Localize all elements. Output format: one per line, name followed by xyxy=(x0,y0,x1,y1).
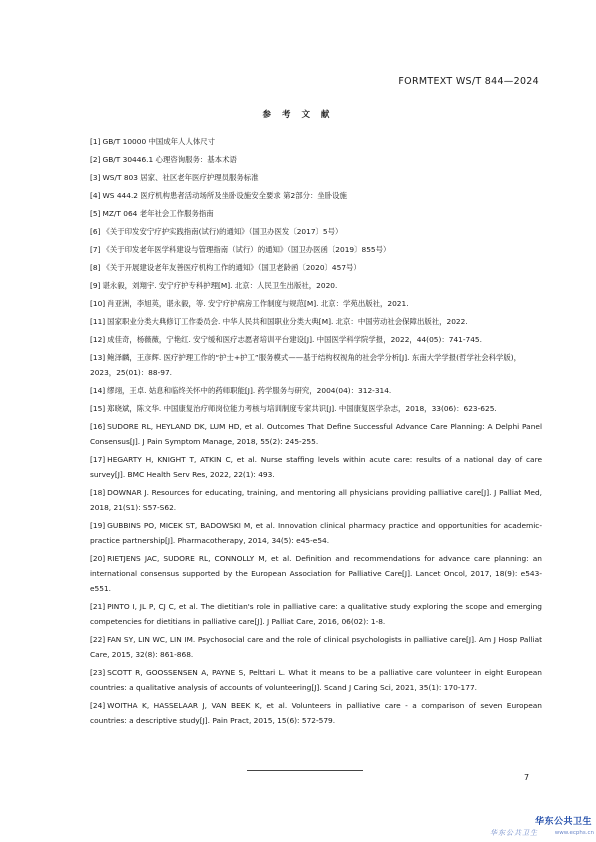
reference-number: [8] xyxy=(90,263,101,272)
reference-text: DOWNAR J. Resources for educating, training, and mentoring all physicians providing palliative care[J]. J Palliat Med, 2018, 21(S1): S57-S62. xyxy=(90,488,542,512)
reference-item xyxy=(90,632,542,662)
reference-item xyxy=(90,332,542,347)
reference-item xyxy=(90,665,542,695)
reference-text: HEGARTY H, KNIGHT T, ATKIN C, et al. Nurse staffing levels within acute care: results of a national day of care survey[J]. BMC Health Serv Res, 2022, 22(1): 493. xyxy=(90,455,542,479)
reference-number: [21] xyxy=(90,602,106,611)
reference-number: [2] xyxy=(90,155,101,164)
reference-item xyxy=(90,296,542,311)
reference-text: GB/T 30446.1 心理咨询服务：基本术语 xyxy=(102,155,237,164)
reference-number: [18] xyxy=(90,488,106,497)
reference-text: MZ/T 064 老年社会工作服务指南 xyxy=(102,209,214,218)
reference-item xyxy=(90,350,542,380)
reference-list xyxy=(90,134,542,731)
footer-rule xyxy=(247,770,363,771)
section-title: 参 考 文 献 xyxy=(262,110,334,120)
reference-text: GUBBINS PO, MICEK ST, BADOWSKI M, et al. Innovation clinical pharmacy practice and opportunities for academic-practice partnership[J]. Pharmacotherapy, 2014, 34(5): e45-e54. xyxy=(90,521,542,545)
reference-number: [24] xyxy=(90,701,106,710)
reference-item xyxy=(90,188,542,203)
reference-number: [15] xyxy=(90,404,106,413)
reference-item xyxy=(90,260,542,275)
reference-number: [16] xyxy=(90,422,106,431)
reference-item xyxy=(90,152,542,167)
reference-number: [10] xyxy=(90,299,106,308)
reference-text: 《关于印发安宁疗护实践指南(试行)的通知》（国卫办医发〔2017〕5号） xyxy=(102,227,343,236)
reference-item xyxy=(90,383,542,398)
reference-number: [22] xyxy=(90,635,106,644)
reference-number: [7] xyxy=(90,245,101,254)
reference-number: [3] xyxy=(90,173,101,182)
reference-item xyxy=(90,599,542,629)
reference-text: 鲍泽麟，王彦辉. 医疗护理工作的“护士+护工”服务模式——基于结构权视角的社会学分析[J]. 东南大学学报(哲学社会科学版)，2023，25(01)：88-97. xyxy=(90,353,522,377)
reference-item xyxy=(90,278,542,293)
reference-number: [12] xyxy=(90,335,106,344)
page-number: 7 xyxy=(524,773,530,782)
reference-text: WS/T 803 居家、社区老年医疗护理员服务标准 xyxy=(102,173,259,182)
reference-text: 《关于开展建设老年友善医疗机构工作的通知》（国卫老龄函〔2020〕457号） xyxy=(102,263,361,272)
reference-number: [14] xyxy=(90,386,106,395)
reference-number: [19] xyxy=(90,521,106,530)
reference-item xyxy=(90,518,542,548)
reference-text: PINTO I, JL P, CJ C, et al. The dietitian's role in palliative care: a qualitative study exploring the scope and emerging competencies for dietitians in palliative care[J]. J Palliat Care, 2016, 06(02): 1-8. xyxy=(90,602,542,626)
reference-text: WOITHA K, HASSELAAR J, VAN BEEK K, et al. Volunteers in palliative care - a comparison of seven European countries: a descriptive study[J]. Pain Pract, 2015, 15(6): 572-579. xyxy=(90,701,542,725)
watermark-logo xyxy=(490,814,596,842)
reference-number: [13] xyxy=(90,353,106,362)
reference-text: 郑晓斌，陈文华. 中国康复治疗师岗位能力考核与培训制度专家共识[J]. 中国康复医学杂志，2018，33(06)：623-625. xyxy=(107,404,497,413)
reference-text: 缪翊，王卓. 姑息和临终关怀中的药师职能[J]. 药学服务与研究，2004(04)：312-314. xyxy=(107,386,392,395)
reference-number: [20] xyxy=(90,554,106,563)
reference-item xyxy=(90,698,542,728)
reference-item xyxy=(90,242,542,257)
reference-number: [1] xyxy=(90,137,101,146)
watermark-url: www.ecphs.cn xyxy=(554,830,594,836)
reference-text: SCOTT R, GOOSSENSEN A, PAYNE S, Pelttari L. What it means to be a palliative care volunteer in eight European countries: a qualitative analysis of accounts of volunteering[J]. Scand J Caring Sci, 2021, 35(1): 170-177. xyxy=(90,668,542,692)
reference-text: 肖亚洲，李旭英，谌永毅，等. 安宁疗护病房工作制度与规范[M]. 北京：学苑出版社，2021. xyxy=(107,299,409,308)
reference-number: [4] xyxy=(90,191,101,200)
reference-number: [23] xyxy=(90,668,106,677)
reference-item xyxy=(90,401,542,416)
standard-code: FORMTEXT WS/T 844—2024 xyxy=(398,76,539,87)
reference-text: FAN SY, LIN WC, LIN IM. Psychosocial care and the role of clinical psychologists in palliative care[J]. Am J Hosp Palliat Care, 2015, 32(8): 861-868. xyxy=(90,635,542,659)
reference-text: 成佳奇，杨薇薇，宁艳红. 安宁缓和医疗志愿者培训平台建设[J]. 中国医学科学院学报，2022，44(05)：741-745. xyxy=(107,335,482,344)
reference-item xyxy=(90,419,542,449)
reference-number: [6] xyxy=(90,227,101,236)
reference-text: 《关于印发老年医学科建设与管理指南（试行）的通知》（国卫办医函〔2019〕855号） xyxy=(102,245,391,254)
reference-text: RIETJENS JAC, SUDORE RL, CONNOLLY M, et al. Definition and recommendations for advance care planning: an international consensus supported by the European Association for Palliative Care[J]. Lancet Oncol, 2017, 18(9): e543-e551. xyxy=(90,554,542,593)
reference-item xyxy=(90,206,542,221)
reference-text: 国家职业分类大典修订工作委员会. 中华人民共和国职业分类大典[M]. 北京：中国劳动社会保障出版社，2022. xyxy=(107,317,468,326)
reference-text: GB/T 10000 中国成年人人体尺寸 xyxy=(102,137,216,146)
reference-text: SUDORE RL, HEYLAND DK, LUM HD, et al. Outcomes That Define Successful Advance Care Planning: A Delphi Panel Consensus[J]. J Pain Symptom Manage, 2018, 55(2): 245-255. xyxy=(90,422,542,446)
reference-item xyxy=(90,170,542,185)
reference-item xyxy=(90,452,542,482)
reference-item xyxy=(90,134,542,149)
reference-item xyxy=(90,485,542,515)
reference-item xyxy=(90,224,542,239)
reference-number: [5] xyxy=(90,209,101,218)
reference-item xyxy=(90,314,542,329)
watermark-subtitle: 华东公共卫生 xyxy=(490,829,538,837)
reference-number: [17] xyxy=(90,455,106,464)
watermark-title: 华东公共卫生 xyxy=(534,817,592,827)
reference-text: WS 444.2 医疗机构患者活动场所及坐卧设施安全要求 第2部分：坐卧设施 xyxy=(102,191,347,200)
reference-text: 谌永毅，刘翔宇. 安宁疗护专科护理[M]. 北京：人民卫生出版社，2020. xyxy=(102,281,338,290)
reference-number: [9] xyxy=(90,281,101,290)
reference-number: [11] xyxy=(90,317,106,326)
reference-item xyxy=(90,551,542,596)
